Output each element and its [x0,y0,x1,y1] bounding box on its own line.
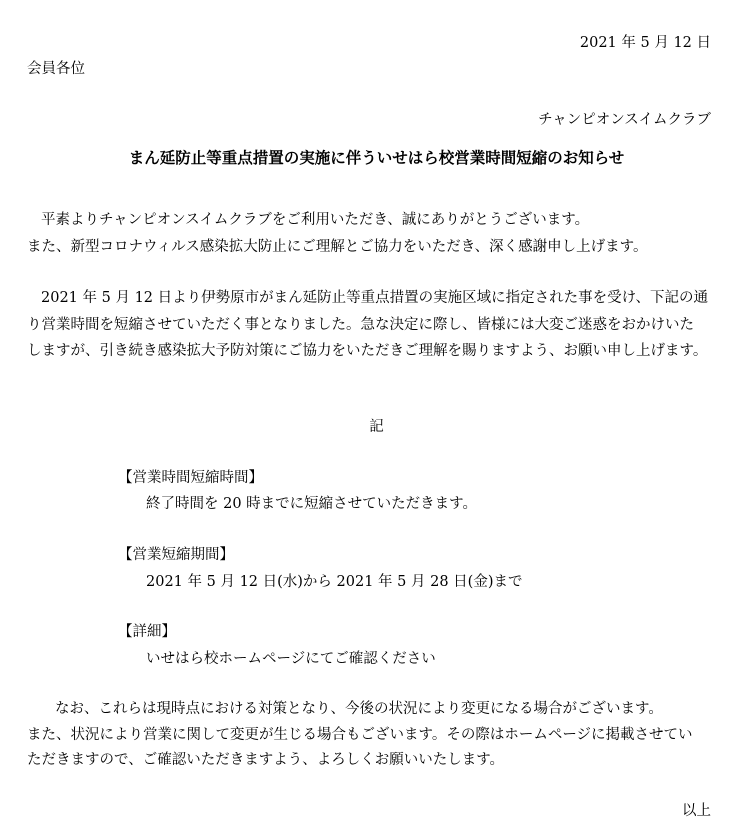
announcement-line-3: しますが、引き続き感染拡大予防対策にご協力をいただきご理解を賜りますよう、お願い申し上げます。 [27,343,708,359]
sender-name: チャンピオンスイムクラブ [538,112,711,128]
notice-date: 2021 年 5 月 12 日 [579,35,711,51]
closing-line-1: なお、これらは現時点における対策となり、今後の状況により変更になる場合がございます。 [55,701,663,717]
ki-marker: 記 [369,419,384,435]
detail-body-info: いせはら校ホームページにてご確認ください [146,651,436,667]
greeting-line-1: 平素よりチャンピオンスイムクラブをご利用いただき、誠にありがとうございます。 [41,212,590,228]
detail-body-hours: 終了時間を 20 時までに短縮させていただきます。 [146,496,478,512]
closing-line-3: ただきますので、ご確認いただきますよう、よろしくお願いいたします。 [27,752,505,768]
detail-heading-hours: 【営業時間短縮時間】 [118,470,263,486]
recipient-line: 会員各位 [27,61,85,77]
notice-title: まん延防止等重点措置の実施に伴ういせはら校営業時間短縮のお知らせ [128,148,625,167]
closing-line-2: また、状況により営業に関して変更が生じる場合もございます。その際はホームページに掲載させてい [27,727,693,743]
detail-heading-info: 【詳細】 [118,624,176,640]
greeting-line-2: また、新型コロナウィルス感染拡大防止にご理解とご協力をいただき、深く感謝申し上げます。 [27,239,648,255]
detail-body-period: 2021 年 5 月 12 日(水)から 2021 年 5 月 28 日(金)まで [146,574,523,590]
detail-heading-period: 【営業短縮期間】 [118,547,234,563]
announcement-line-1: 2021 年 5 月 12 日より伊勢原市がまん延防止等重点措置の実施区域に指定された事を受け、下記の通 [41,290,709,306]
end-mark: 以上 [682,803,711,819]
announcement-line-2: り営業時間を短縮させていただく事となりました。急な決定に際し、皆様には大変ご迷惑をおかけいた [27,317,694,333]
